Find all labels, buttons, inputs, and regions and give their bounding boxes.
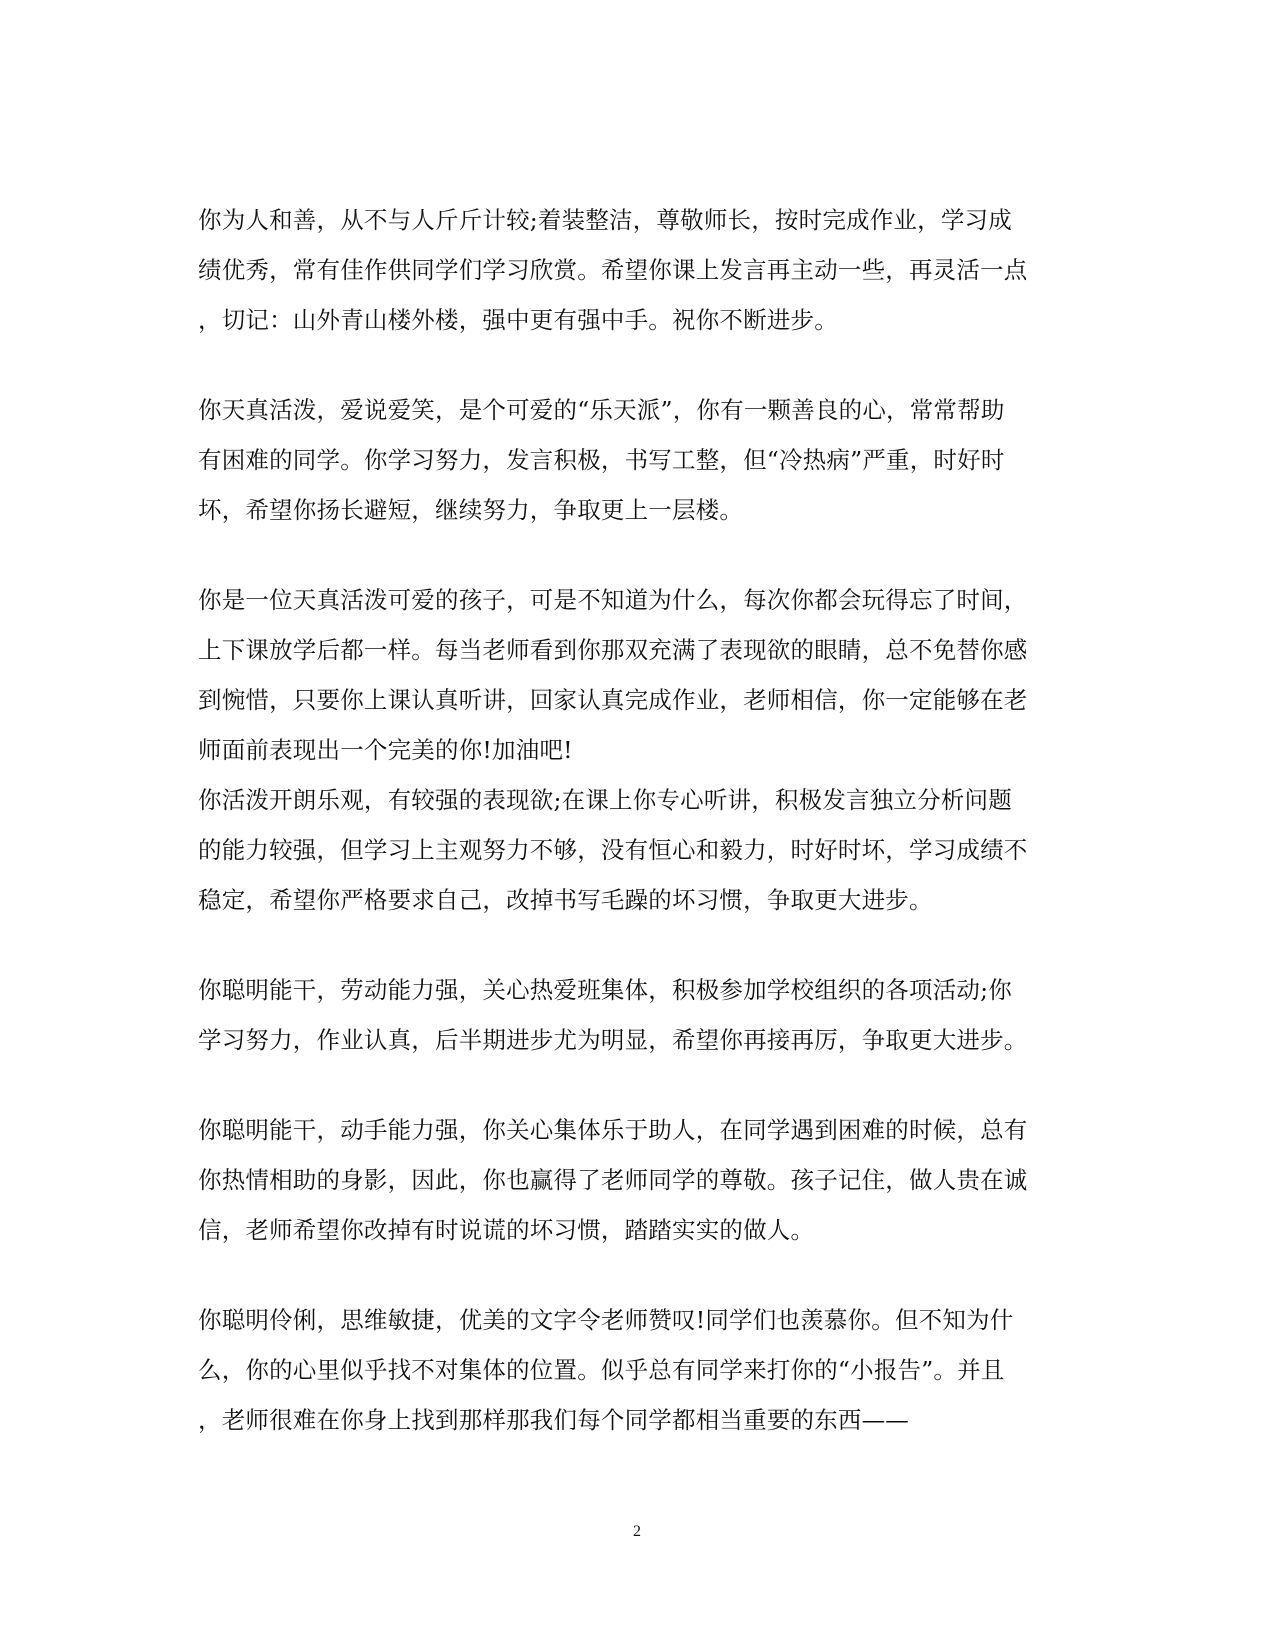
text-line: 师面前表现出一个完美的你!加油吧! xyxy=(198,736,573,764)
text-line: 你活泼开朗乐观，有较强的表现欲;在课上你专心听讲，积极发言独立分析问题 xyxy=(198,786,1012,814)
text-line: 稳定，希望你严格要求自己，改掉书写毛躁的坏习惯，争取更大进步。 xyxy=(198,886,933,914)
paragraph-4 xyxy=(198,965,1078,1065)
text-line: 到惋惜，只要你上课认真听讲，回家认真完成作业，老师相信，你一定能够在老 xyxy=(198,686,1028,714)
text-line: 你聪明能干，劳动能力强，关心热爱班集体，积极参加学校组织的各项活动;你 xyxy=(198,976,1012,1004)
text-line: 绩优秀，常有佳作供同学们学习欣赏。希望你课上发言再主动一些，再灵活一点 xyxy=(198,256,1028,284)
text-line: 上下课放学后都一样。每当老师看到你那双充满了表现欲的眼睛，总不免替你感 xyxy=(198,636,1028,664)
text-line: 坏，希望你扬长避短，继续努力，争取更上一层楼。 xyxy=(198,496,744,524)
text-line: 有困难的同学。你学习努力，发言积极，书写工整，但“冷热病”严重，时好时 xyxy=(198,446,1005,474)
paragraph-6 xyxy=(198,1295,1078,1445)
text-line: 你是一位天真活泼可爱的孩子，可是不知道为什么，每次你都会玩得忘了时间， xyxy=(198,586,1028,614)
text-line: 么，你的心里似乎找不对集体的位置。似乎总有同学来打你的“小报告”。并且 xyxy=(198,1356,1005,1384)
paragraph-5 xyxy=(198,1105,1078,1255)
text-line: 你热情相助的身影，因此，你也赢得了老师同学的尊敬。孩子记住，做人贵在诚 xyxy=(198,1166,1028,1194)
text-line: 的能力较强，但学习上主观努力不够，没有恒心和毅力，时好时坏，学习成绩不 xyxy=(198,836,1028,864)
page-number: 2 xyxy=(633,1523,641,1540)
paragraph-3 xyxy=(198,575,1078,925)
paragraph-2 xyxy=(198,385,1078,535)
paragraph-1 xyxy=(198,195,1078,345)
text-line: 你为人和善，从不与人斤斤计较;着装整洁，尊敬师长，按时完成作业，学习成 xyxy=(198,206,1012,234)
text-line: 信，老师希望你改掉有时说谎的坏习惯，踏踏实实的做人。 xyxy=(198,1216,815,1244)
text-line: 你聪明伶俐，思维敏捷，优美的文字令老师赞叹!同学们也羡慕你。但不知为什 xyxy=(198,1306,1014,1334)
text-line: 你天真活泼，爱说爱笑，是个可爱的“乐天派”，你有一颗善良的心，常常帮助 xyxy=(198,396,1005,424)
text-line: 学习努力，作业认真，后半期进步尤为明显，希望你再接再厉，争取更大进步。 xyxy=(198,1026,1028,1054)
text-line: ，切记：山外青山楼外楼，强中更有强中手。祝你不断进步。 xyxy=(198,306,838,334)
text-line: ，老师很难在你身上找到那样那我们每个同学都相当重要的东西—— xyxy=(198,1406,909,1434)
text-line: 你聪明能干，动手能力强，你关心集体乐于助人，在同学遇到困难的时候，总有 xyxy=(198,1116,1028,1144)
